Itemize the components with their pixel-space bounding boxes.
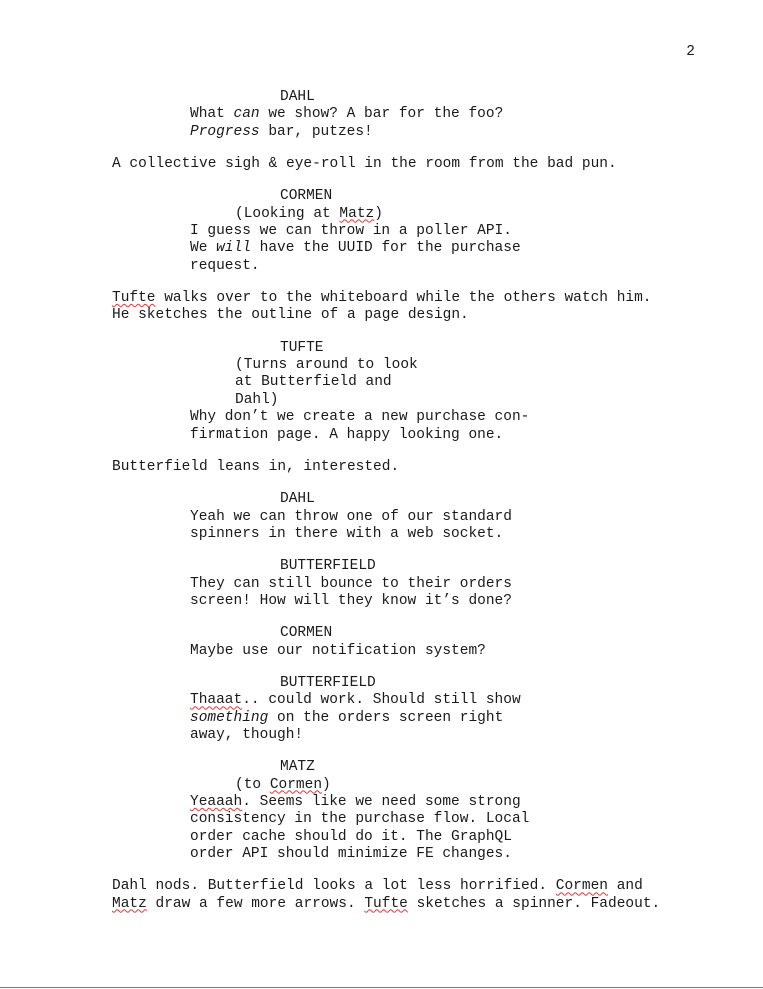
spacer	[112, 141, 732, 156]
character-name: MATZ	[280, 759, 315, 776]
spacer	[112, 275, 732, 290]
spacer	[112, 744, 732, 759]
action-line: Dahl nods. Butterfield looks a lot less horrified. Cormen and	[112, 878, 643, 895]
action-line: Matz draw a few more arrows. Tufte sketches a spinner. Fadeout.	[112, 895, 661, 912]
spacer	[112, 325, 732, 340]
action-line: A collective sigh & eye-roll in the room from the bad pun.	[112, 156, 617, 173]
parenthetical-line: (Turns around to look	[235, 357, 418, 374]
character-name: DAHL	[280, 491, 315, 508]
dialogue-line: What can we show? A bar for the foo?	[190, 106, 504, 123]
action-line: He sketches the outline of a page design.	[112, 307, 469, 324]
spellcheck-word[interactable]: Matz	[339, 205, 375, 222]
dialogue-line: away, though!	[190, 726, 304, 743]
dialogue-line: Yeaaah. Seems like we need some strong	[190, 794, 521, 810]
dialogue-line: Yeah we can throw one of our standard	[190, 508, 512, 525]
character-name: BUTTERFIELD	[280, 674, 376, 691]
dialogue-line: firmation page. A happy looking one.	[190, 426, 504, 443]
spacer	[112, 863, 732, 878]
page-number: 2	[686, 44, 695, 60]
dialogue-line: Why don’t we create a new purchase con-	[190, 409, 530, 426]
spellcheck-word[interactable]: Cormen	[555, 878, 608, 895]
spacer	[112, 610, 732, 625]
dialogue-line: screen! How will they know it’s done?	[190, 592, 512, 609]
spacer	[112, 444, 732, 459]
dialogue-line: order cache should do it. The GraphQL	[190, 828, 512, 845]
action-line: Butterfield leans in, interested.	[112, 458, 400, 475]
dialogue-line: consistency in the purchase flow. Local	[190, 811, 530, 828]
spellcheck-word[interactable]: Thaaat	[190, 692, 243, 709]
spellcheck-word[interactable]: Yeaaah	[190, 794, 243, 810]
page-bottom-divider	[0, 987, 763, 988]
character-name: CORMEN	[280, 188, 333, 205]
dialogue-line: They can still bounce to their orders	[190, 575, 512, 592]
character-name: CORMEN	[280, 625, 333, 642]
character-name: DAHL	[280, 89, 315, 105]
spellcheck-word[interactable]: Cormen	[269, 776, 323, 793]
spacer	[112, 543, 732, 558]
spellcheck-word[interactable]: Tufte	[364, 895, 408, 912]
spellcheck-word[interactable]: Matz	[112, 895, 147, 912]
action-line: Tufte walks over to the whiteboard while the others watch him.	[112, 290, 652, 307]
dialogue-line: order API should minimize FE changes.	[190, 846, 512, 863]
character-name: BUTTERFIELD	[280, 558, 376, 575]
dialogue-line: request.	[190, 257, 260, 274]
parenthetical-line: Dahl)	[235, 391, 279, 408]
dialogue-line: I guess we can throw in a poller API.	[190, 223, 512, 240]
parenthetical-line: (Looking at Matz)	[235, 205, 383, 222]
spacer	[112, 660, 732, 675]
dialogue-line: Maybe use our notification system?	[190, 642, 486, 659]
character-name: TUFTE	[280, 339, 324, 356]
dialogue-line: something on the orders screen right	[190, 709, 504, 726]
spacer	[112, 173, 732, 188]
dialogue-line: spinners in there with a web socket.	[190, 525, 504, 542]
dialogue-line: Progress bar, putzes!	[190, 123, 373, 140]
spellcheck-word[interactable]: Tufte	[112, 290, 156, 307]
screenplay-body	[112, 89, 732, 913]
spacer	[112, 476, 732, 491]
parenthetical-line: (to Cormen)	[235, 776, 331, 793]
dialogue-line: We will have the UUID for the purchase	[190, 240, 521, 257]
dialogue-line: Thaaat.. could work. Should still show	[190, 692, 521, 709]
parenthetical-line: at Butterfield and	[235, 374, 392, 391]
